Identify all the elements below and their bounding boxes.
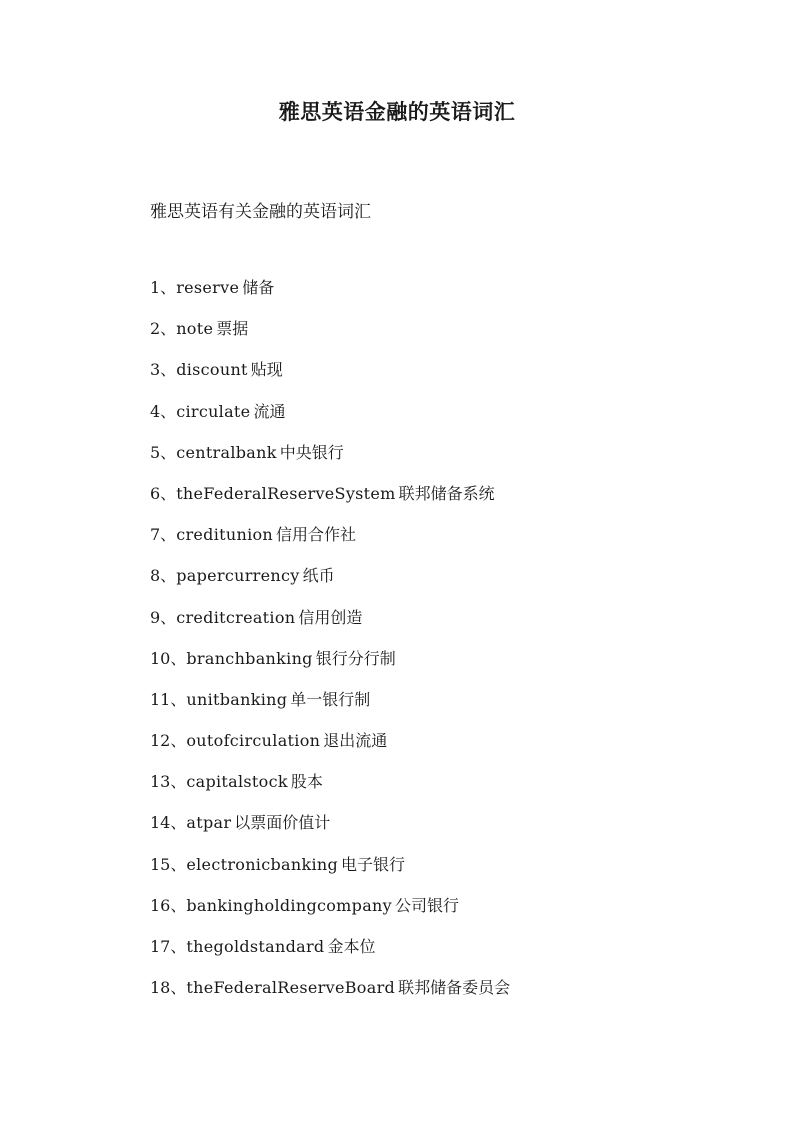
- chinese-meaning: 流通: [253, 401, 286, 421]
- english-term: outofcirculation: [186, 731, 321, 751]
- english-term: reserve: [176, 278, 240, 297]
- vocabulary-item: [150, 358, 510, 399]
- chinese-meaning: 信用创造: [298, 607, 363, 627]
- item-number: 8、: [150, 566, 177, 586]
- vocabulary-item: [150, 976, 510, 1017]
- vocabulary-item: [150, 894, 510, 935]
- item-number: 7、: [150, 525, 177, 545]
- english-term: papercurrency: [176, 566, 300, 586]
- vocabulary-item: [150, 441, 510, 482]
- chinese-meaning: 股本: [290, 772, 323, 792]
- chinese-meaning: 以票面价值计: [234, 813, 331, 833]
- english-term: creditunion: [176, 525, 274, 545]
- english-term: unitbanking: [186, 689, 288, 709]
- item-number: 18、: [150, 978, 187, 998]
- item-number: 2、: [150, 319, 177, 339]
- english-term: theFederalReserveBoard: [186, 978, 396, 998]
- vocabulary-list: [150, 276, 510, 1017]
- vocabulary-item: [150, 688, 510, 729]
- chinese-meaning: 金本位: [327, 937, 376, 956]
- vocabulary-item: [150, 523, 510, 564]
- vocabulary-item: [150, 729, 510, 770]
- chinese-meaning: 信用合作社: [276, 525, 357, 545]
- item-number: 3、: [150, 360, 177, 380]
- vocabulary-item: [150, 935, 510, 976]
- item-number: 15、: [150, 854, 187, 874]
- item-number: 1、: [150, 278, 177, 297]
- vocabulary-item: [150, 811, 510, 852]
- item-number: 5、: [150, 442, 177, 462]
- vocabulary-item: [150, 606, 510, 647]
- item-number: 16、: [150, 895, 187, 915]
- vocabulary-item: [150, 400, 510, 441]
- chinese-meaning: 储备: [242, 278, 275, 297]
- item-number: 11、: [150, 689, 187, 709]
- chinese-meaning: 纸币: [302, 566, 335, 586]
- vocabulary-item: [150, 564, 510, 605]
- chinese-meaning: 银行分行制: [315, 648, 396, 668]
- chinese-meaning: 联邦储备委员会: [398, 978, 511, 998]
- chinese-meaning: 公司银行: [394, 895, 459, 915]
- english-term: note: [176, 319, 214, 339]
- item-number: 17、: [150, 937, 187, 956]
- vocabulary-item: [150, 770, 510, 811]
- item-number: 13、: [150, 772, 187, 792]
- english-term: branchbanking: [186, 648, 313, 668]
- vocabulary-item: [150, 482, 510, 523]
- vocabulary-item: [150, 317, 510, 358]
- item-number: 4、: [150, 401, 177, 421]
- chinese-meaning: 单一银行制: [290, 689, 371, 709]
- english-term: discount: [176, 360, 248, 380]
- document-title: 雅思英语金融的英语词汇: [278, 99, 516, 124]
- item-number: 14、: [150, 813, 187, 833]
- vocabulary-item: [150, 853, 510, 894]
- english-term: electronicbanking: [186, 854, 339, 874]
- item-number: 10、: [150, 648, 187, 668]
- chinese-meaning: 贴现: [250, 360, 283, 380]
- english-term: theFederalReserveSystem: [176, 483, 396, 503]
- item-number: 9、: [150, 607, 177, 627]
- english-term: atpar: [186, 813, 232, 833]
- vocabulary-item: [150, 647, 510, 688]
- vocabulary-item: [150, 276, 510, 317]
- english-term: capitalstock: [186, 772, 288, 792]
- chinese-meaning: 电子银行: [341, 854, 406, 874]
- item-number: 12、: [150, 731, 187, 751]
- document-subtitle: 雅思英语有关金融的英语词汇: [150, 202, 371, 222]
- chinese-meaning: 票据: [216, 319, 249, 339]
- item-number: 6、: [150, 483, 177, 503]
- english-term: creditcreation: [176, 607, 296, 627]
- english-term: circulate: [176, 401, 251, 421]
- english-term: bankingholdingcompany: [186, 895, 392, 915]
- chinese-meaning: 退出流通: [323, 731, 388, 751]
- chinese-meaning: 联邦储备系统: [398, 483, 495, 503]
- english-term: thegoldstandard: [186, 937, 325, 956]
- chinese-meaning: 中央银行: [279, 442, 344, 462]
- english-term: centralbank: [176, 442, 277, 462]
